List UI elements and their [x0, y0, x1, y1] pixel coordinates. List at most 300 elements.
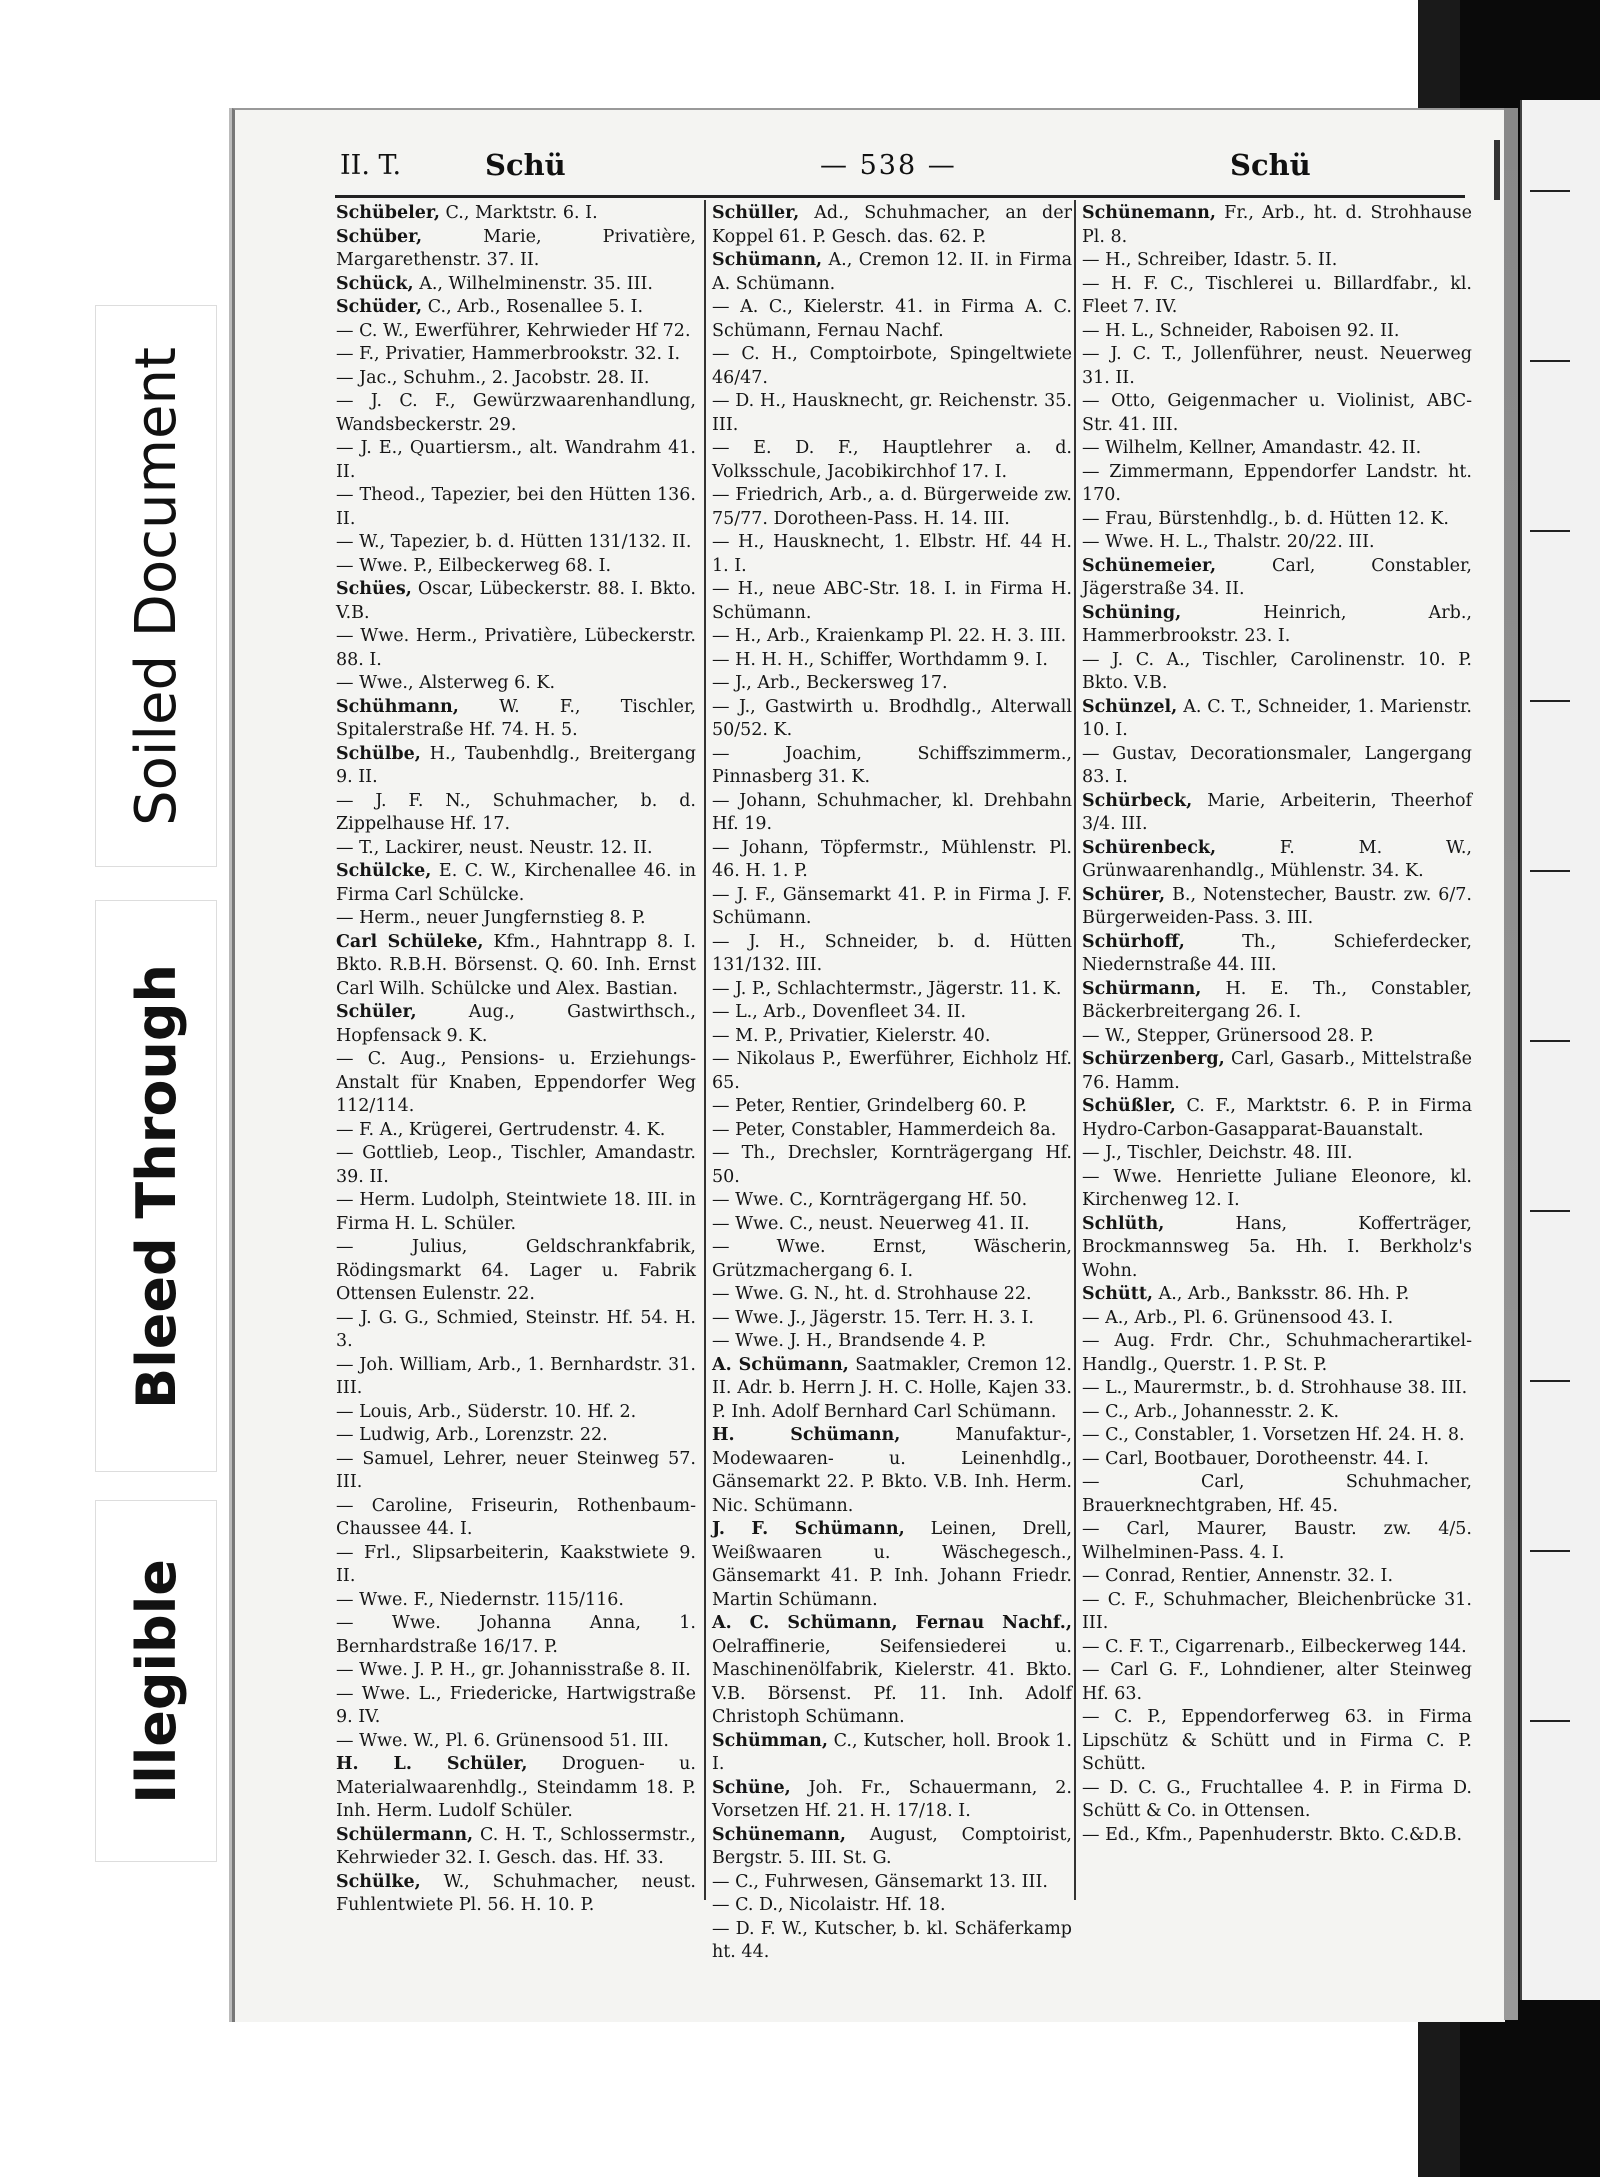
directory-entry	[712, 1095, 1072, 1119]
directory-entry	[1082, 508, 1472, 532]
directory-entry	[336, 837, 696, 861]
directory-entry	[1082, 1377, 1472, 1401]
entry-details: — J., Tischler, Deichstr. 48. III.	[1082, 1143, 1353, 1163]
entry-details: — J. E., Quartiersm., alt. Wandrahm 41. II.	[336, 438, 696, 482]
column-divider	[704, 200, 706, 1900]
directory-entry	[712, 1189, 1072, 1213]
directory-entry	[336, 1001, 696, 1048]
entry-details: August, Comptoirist, Bergstr. 5. III. St. G.	[712, 1824, 1072, 1868]
directory-column-1	[336, 202, 696, 1918]
directory-entry	[1082, 1636, 1472, 1660]
entry-details: — J. C. F., Gewürzwaarenhandlung, Wandsbeckerstr. 29.	[336, 391, 696, 435]
entry-details: — Herm., neuer Jungfernstieg 8. P.	[336, 908, 646, 928]
entry-details: — J. H., Schneider, b. d. Hütten 131/132. III.	[712, 931, 1072, 975]
entry-details: C. F., Marktstr. 6. P. in Firma Hydro-Carbon-Gasapparat-Bauanstalt.	[1082, 1096, 1472, 1140]
entry-details: — M. P., Privatier, Kielerstr. 40.	[712, 1025, 991, 1046]
directory-entry	[336, 320, 696, 344]
entry-details: — J., Gastwirth u. Brodhdlg., Alterwall 50/52. K.	[712, 696, 1072, 740]
directory-entry	[1082, 273, 1472, 320]
entry-surname: Schüder,	[336, 297, 423, 317]
directory-entry	[1082, 1565, 1472, 1589]
entry-details: — Johann, Töpfermstr., Mühlenstr. Pl. 46. H. 1. P.	[712, 837, 1072, 881]
entry-surname: Schürhoff,	[1082, 931, 1185, 952]
directory-entry	[1082, 202, 1472, 249]
entry-surname: H. L. Schüler,	[336, 1754, 528, 1774]
directory-entry	[712, 1048, 1072, 1095]
entry-surname: Schüßler,	[1082, 1096, 1176, 1116]
entry-details: — C. P., Eppendorferweg 63. in Firma Lipschütz & Schütt und in Firma C. P. Schütt.	[1082, 1707, 1472, 1774]
directory-entry	[336, 743, 696, 790]
entry-details: Aug., Gastwirthsch., Hopfensack 9. K.	[336, 1002, 696, 1046]
entry-details: — Joh. William, Arb., 1. Bernhardstr. 31. III.	[336, 1354, 696, 1398]
entry-details: B., Notenstecher, Baustr. zw. 6/7. Bürgerweiden-Pass. 3. III.	[1082, 884, 1472, 928]
entry-surname: Schüller,	[712, 203, 800, 223]
entry-details: — J. C. A., Tischler, Carolinenstr. 10. P. Bkto. V.B.	[1082, 649, 1472, 693]
directory-entry	[712, 790, 1072, 837]
entry-details: — Carl, Maurer, Baustr. zw. 4/5. Wilhelminen-Pass. 4. I.	[1082, 1519, 1472, 1563]
entry-surname: Schück,	[336, 273, 414, 294]
column-divider	[1074, 200, 1076, 1900]
directory-entry	[712, 837, 1072, 884]
entry-surname: Schües,	[336, 579, 412, 599]
directory-entry	[712, 202, 1072, 249]
entry-details: — W., Tapezier, b. d. Hütten 131/132. II.	[336, 532, 692, 552]
directory-entry	[336, 202, 696, 226]
entry-details: Fr., Arb., ht. d. Strohhause Pl. 8.	[1082, 203, 1472, 247]
directory-entry	[336, 1048, 696, 1119]
entry-details: Oscar, Lübeckerstr. 88. I. Bkto. V.B.	[336, 579, 696, 623]
directory-entry	[336, 860, 696, 907]
entry-details: — Joachim, Schiffszimmerm., Pinnasberg 31. K.	[712, 743, 1072, 787]
entry-details: — Wwe. Johanna Anna, 1. Bernhardstraße 16/17. P.	[336, 1613, 696, 1657]
entry-details: — Julius, Geldschrankfabrik, Rödingsmarkt 64. Lager u. Fabrik Ottensen Eulenstr. 22.	[336, 1237, 696, 1304]
directory-entry	[1082, 931, 1472, 978]
directory-entry	[712, 437, 1072, 484]
directory-entry	[712, 1330, 1072, 1354]
entry-details: — Wwe. P., Eilbeckerweg 68. I.	[336, 555, 612, 576]
entry-details: — Nikolaus P., Ewerführer, Eichholz Hf. 65.	[712, 1049, 1072, 1093]
directory-entry	[1082, 531, 1472, 555]
entry-details: — Wwe., Alsterweg 6. K.	[336, 673, 556, 693]
entry-surname: Schüning,	[1082, 602, 1182, 623]
directory-entry	[336, 1753, 696, 1824]
header-catchword-left: Schü	[485, 148, 566, 182]
directory-entry	[1082, 837, 1472, 884]
directory-column-2	[712, 202, 1072, 1965]
directory-entry	[712, 1283, 1072, 1307]
entry-details: — J., Arb., Beckersweg 17.	[712, 673, 948, 693]
directory-entry	[712, 1824, 1072, 1871]
directory-entry	[1082, 1424, 1472, 1448]
entry-surname: Schünemeier,	[1082, 555, 1217, 576]
entry-details: — Frl., Slipsarbeiterin, Kaakstwiete 9. II.	[336, 1542, 696, 1586]
directory-entry	[336, 437, 696, 484]
entry-details: — J. G. G., Schmied, Steinstr. Hf. 54. H. 3.	[336, 1307, 696, 1351]
entry-surname: J. F. Schümann,	[712, 1519, 905, 1539]
entry-surname: Schülke,	[336, 1871, 421, 1892]
directory-entry	[712, 978, 1072, 1002]
entry-details: Heinrich, Arb., Hammerbrookstr. 23. I.	[1082, 602, 1472, 646]
entry-details: Carl, Gasarb., Mittelstraße 76. Hamm.	[1082, 1049, 1472, 1093]
page-edge-shadow	[1504, 108, 1518, 2020]
entry-details: H. E. Th., Constabler, Bäckerbreitergang 26. I.	[1082, 978, 1472, 1022]
entry-surname: Schürbeck,	[1082, 790, 1193, 811]
directory-entry	[336, 555, 696, 579]
directory-entry	[336, 1612, 696, 1659]
directory-entry	[712, 1142, 1072, 1189]
entry-details: — Johann, Schuhmacher, kl. Drehbahn Hf. 19.	[712, 790, 1072, 834]
entry-surname: Schülermann,	[336, 1824, 474, 1845]
entry-details: — H., Schreiber, Idastr. 5. II.	[1082, 250, 1338, 270]
entry-details: — A. C., Kielerstr. 41. in Firma A. C. Schümann, Fernau Nachf.	[712, 297, 1072, 341]
entry-details: Th., Schieferdecker, Niedernstraße 44. III.	[1082, 931, 1472, 975]
header-section-marker: II. T.	[340, 150, 402, 181]
directory-entry	[336, 343, 696, 367]
entry-details: C., Marktstr. 6. I.	[445, 203, 598, 223]
illegible-label	[95, 1500, 217, 1862]
directory-entry	[712, 1025, 1072, 1049]
directory-entry	[1082, 1307, 1472, 1331]
entry-details: — Wwe. L., Friedericke, Hartwigstraße 9. IV.	[336, 1683, 696, 1727]
directory-entry	[712, 1894, 1072, 1918]
adjacent-page-strip	[1520, 100, 1600, 2000]
entry-details: W., Schuhmacher, neust. Fuhlentwiete Pl. 56. H. 10. P.	[336, 1871, 696, 1915]
directory-entry	[712, 249, 1072, 296]
entry-details: Marie, Privatière, Margarethenstr. 37. II.	[336, 226, 696, 270]
illegible-text: Illegible	[124, 1558, 188, 1804]
directory-entry	[1082, 1048, 1472, 1095]
entry-details: — C. Aug., Pensions- u. Erziehungs-Anstalt für Knaben, Eppendorfer Weg 112/114.	[336, 1049, 696, 1116]
directory-entry	[1082, 1777, 1472, 1824]
entry-details: — Peter, Rentier, Grindelberg 60. P.	[712, 1096, 1027, 1116]
directory-entry	[712, 1612, 1072, 1730]
entry-details: — F. A., Krügerei, Gertrudenstr. 4. K.	[336, 1119, 666, 1140]
directory-entry	[712, 484, 1072, 531]
directory-entry	[712, 1777, 1072, 1824]
header-rule	[335, 195, 1465, 198]
entry-details: — Wwe. J., Jägerstr. 15. Terr. H. 3. I.	[712, 1307, 1034, 1328]
entry-details: C. H. T., Schlossermstr., Kehrwieder 32. I. Gesch. das. Hf. 33.	[336, 1824, 696, 1868]
entry-details: — C., Constabler, 1. Vorsetzen Hf. 24. H. 8.	[1082, 1425, 1465, 1445]
entry-details: — Wwe. Herm., Privatière, Lübeckerstr. 88. I.	[336, 626, 696, 670]
directory-entry	[1082, 1025, 1472, 1049]
directory-entry	[336, 1589, 696, 1613]
directory-entry	[1082, 1142, 1472, 1166]
directory-entry	[712, 343, 1072, 390]
entry-surname: A. C. Schümann, Fernau Nachf.,	[712, 1613, 1072, 1633]
directory-entry	[712, 1307, 1072, 1331]
directory-entry	[712, 1918, 1072, 1965]
entry-details: — Caroline, Friseurin, Rothenbaum-Chaussee 44. I.	[336, 1495, 696, 1539]
entry-details: — Ed., Kfm., Papenhuderstr. Bkto. C.&D.B.	[1082, 1824, 1463, 1845]
directory-entry	[336, 1542, 696, 1589]
entry-details: — C. W., Ewerführer, Kehrwieder Hf 72.	[336, 320, 691, 341]
entry-details: — J. F., Gänsemarkt 41. P. in Firma J. F. Schümann.	[712, 884, 1072, 928]
entry-details: — Wwe. W., Pl. 6. Grünensood 51. III.	[336, 1730, 669, 1751]
entry-details: — Wwe. J. P. H., gr. Johannisstraße 8. II.	[336, 1660, 691, 1680]
directory-entry	[712, 1119, 1072, 1143]
directory-entry	[712, 625, 1072, 649]
directory-entry	[336, 1824, 696, 1871]
entry-surname: Schübeler,	[336, 203, 440, 223]
directory-entry	[1082, 249, 1472, 273]
soiled-document-text: Soiled Document	[123, 346, 189, 826]
entry-details: — Otto, Geigenmacher u. Violinist, ABC-Str. 41. III.	[1082, 391, 1472, 435]
entry-surname: Schümman,	[712, 1730, 828, 1751]
directory-entry	[336, 625, 696, 672]
entry-details: — J. P., Schlachtermstr., Jägerstr. 11. K.	[712, 978, 1062, 999]
entry-details: — Wwe. C., Kornträgergang Hf. 50.	[712, 1190, 1028, 1210]
directory-entry	[712, 1871, 1072, 1895]
entry-details: Ad., Schuhmacher, an der Koppel 61. P. Gesch. das. 62. P.	[712, 203, 1072, 247]
entry-details: Kfm., Hahntrapp 8. I. Bkto. R.B.H. Börsenst. Q. 60. Inh. Ernst Carl Wilh. Schülcke und Alex. Bastian.	[336, 931, 696, 999]
entry-details: C., Arb., Rosenallee 5. I.	[427, 297, 644, 317]
entry-details: — J. F. N., Schuhmacher, b. d. Zippelhause Hf. 17.	[336, 790, 696, 834]
header-catchword-right: Schü	[1230, 148, 1311, 182]
entry-surname: H. Schümann,	[712, 1425, 901, 1445]
entry-details: — Gustav, Decorationsmaler, Langergang 83. I.	[1082, 743, 1472, 787]
entry-details: Hans, Kofferträger, Brockmannsweg 5a. Hh. I. Berkholz's Wohn.	[1082, 1213, 1472, 1281]
directory-entry	[1082, 437, 1472, 461]
directory-entry	[336, 1730, 696, 1754]
directory-entry	[1082, 1095, 1472, 1142]
entry-surname: Schünemann,	[712, 1824, 846, 1845]
entry-details: — D. H., Hausknecht, gr. Reichenstr. 35. III.	[712, 391, 1072, 435]
entry-surname: Schünemann,	[1082, 203, 1216, 223]
entry-details: — Wwe. F., Niedernstr. 115/116.	[336, 1589, 624, 1610]
entry-surname: Schürer,	[1082, 884, 1166, 905]
directory-entry	[1082, 1166, 1472, 1213]
entry-details: — D. F. W., Kutscher, b. kl. Schäferkamp ht. 44.	[712, 1918, 1072, 1962]
entry-details: A., Wilhelminenstr. 35. III.	[419, 273, 653, 294]
entry-details: H., Taubenhdlg., Breitergang 9. II.	[336, 743, 696, 787]
directory-entry	[336, 790, 696, 837]
directory-entry	[1082, 884, 1472, 931]
entry-surname: Schlüth,	[1082, 1213, 1165, 1234]
entry-details: Leinen, Drell, Weißwaaren u. Wäschegesch., Gänsemarkt 41. P. Inh. Johann Friedr. Martin Schümann.	[712, 1519, 1072, 1610]
directory-entry	[712, 296, 1072, 343]
entry-surname: Schühmann,	[336, 696, 459, 717]
entry-details: — C. F., Schuhmacher, Bleichenbrücke 31. III.	[1082, 1589, 1472, 1633]
directory-entry	[712, 649, 1072, 673]
directory-entry	[1082, 1589, 1472, 1636]
entry-details: Manufaktur-, Modewaaren- u. Leinenhdlg., Gänsemarkt 22. P. Bkto. V.B. Inh. Herm. Nic. Schümann.	[712, 1425, 1072, 1516]
entry-surname: Schülbe,	[336, 743, 421, 764]
entry-details: — C. D., Nicolaistr. Hf. 18.	[712, 1895, 946, 1915]
entry-details: — C., Fuhrwesen, Gänsemarkt 13. III.	[712, 1871, 1048, 1892]
directory-entry	[336, 1659, 696, 1683]
entry-surname: Schürenbeck,	[1082, 837, 1217, 858]
directory-entry	[1082, 1213, 1472, 1284]
directory-entry	[1082, 343, 1472, 390]
directory-entry	[1082, 978, 1472, 1025]
entry-details: — H., Hausknecht, 1. Elbstr. Hf. 44 H. 1. I.	[712, 532, 1072, 576]
directory-entry	[712, 390, 1072, 437]
directory-entry	[336, 273, 696, 297]
directory-entry	[712, 531, 1072, 578]
entry-details: Oelraffinerie, Seifensiederei u. Maschinenölfabrik, Kielerstr. 41. Bkto. V.B. Börsenst. Pf. 11. Inh. Adolf Christoph Schümann.	[712, 1636, 1072, 1727]
directory-entry	[712, 931, 1072, 978]
entry-details: — Gottlieb, Leop., Tischler, Amandastr. 39. II.	[336, 1143, 696, 1187]
entry-details: — Carl, Schuhmacher, Brauerknechtgraben, Hf. 45.	[1082, 1472, 1472, 1516]
directory-entry	[712, 884, 1072, 931]
entry-surname: Carl Schüleke,	[336, 931, 484, 952]
entry-details: — E. D. F., Hauptlehrer a. d. Volksschule, Jacobikirchhof 17. I.	[712, 438, 1072, 482]
directory-entry	[712, 696, 1072, 743]
entry-details: E. C. W., Kirchenallee 46. in Firma Carl Schülcke.	[336, 861, 696, 905]
entry-details: Joh. Fr., Schauermann, 2. Vorsetzen Hf. 21. H. 17/18. I.	[712, 1777, 1072, 1821]
entry-details: — H., neue ABC-Str. 18. I. in Firma H. Schümann.	[712, 579, 1072, 623]
directory-entry	[712, 1518, 1072, 1612]
directory-entry	[336, 226, 696, 273]
entry-details: — J. C. T., Jollenführer, neust. Neuerweg 31. II.	[1082, 344, 1472, 388]
directory-entry	[336, 1119, 696, 1143]
directory-entry	[336, 696, 696, 743]
entry-surname: Schüne,	[712, 1777, 791, 1798]
entry-surname: Schütt,	[1082, 1284, 1153, 1304]
entry-details: — Wwe. C., neust. Neuerweg 41. II.	[712, 1213, 1030, 1234]
entry-details: — C., Arb., Johannesstr. 2. K.	[1082, 1401, 1340, 1422]
entry-details: — Samuel, Lehrer, neuer Steinweg 57. III.	[336, 1448, 696, 1492]
entry-surname: Schünzel,	[1082, 696, 1178, 717]
entry-details: Saatmakler, Cremon 12. II. Adr. b. Herrn J. H. C. Holle, Kajen 33. P. Inh. Adolf Bernhard Carl Schümann.	[712, 1354, 1072, 1422]
directory-entry	[336, 484, 696, 531]
entry-details: — Frau, Bürstenhdlg., b. d. Hütten 12. K.	[1082, 508, 1449, 529]
entry-details: — Carl G. F., Lohndiener, alter Steinweg Hf. 63.	[1082, 1660, 1472, 1704]
directory-entry	[712, 1001, 1072, 1025]
entry-details: — H., Arb., Kraienkamp Pl. 22. H. 3. III.	[712, 626, 1067, 646]
entry-details: — Wwe. G. N., ht. d. Strohhause 22.	[712, 1284, 1032, 1304]
directory-entry	[1082, 1283, 1472, 1307]
directory-entry	[336, 1448, 696, 1495]
entry-details: — Carl, Bootbauer, Dorotheenstr. 44. I.	[1082, 1448, 1429, 1469]
entry-surname: Schüber,	[336, 226, 423, 247]
entry-details: C., Kutscher, holl. Brook 1. I.	[712, 1730, 1072, 1774]
directory-entry	[1082, 1824, 1472, 1848]
entry-surname: Schümann,	[712, 250, 823, 270]
entry-surname: Schüler,	[336, 1002, 417, 1022]
entry-details: Droguen- u. Materialwaarenhdlg., Steindamm 18. P. Inh. Herm. Ludolf Schüler.	[336, 1754, 696, 1821]
entry-details: A., Arb., Banksstr. 86. Hh. P.	[1158, 1284, 1410, 1304]
entry-details: — Aug. Frdr. Chr., Schuhmacherartikel-Handlg., Querstr. 1. P. St. P.	[1082, 1331, 1472, 1375]
entry-details: — H. L., Schneider, Raboisen 92. II.	[1082, 320, 1400, 341]
entry-details: — W., Stepper, Grünersood 28. P.	[1082, 1025, 1374, 1046]
directory-entry	[712, 672, 1072, 696]
directory-entry	[336, 1189, 696, 1236]
entry-details: — H. F. C., Tischlerei u. Billardfabr., kl. Fleet 7. IV.	[1082, 273, 1472, 317]
directory-entry	[1082, 390, 1472, 437]
soiled-document-label	[95, 305, 217, 867]
entry-details: — Th., Drechsler, Kornträgergang Hf. 50.	[712, 1143, 1072, 1187]
entry-details: — Wwe. H. L., Thalstr. 20/22. III.	[1082, 532, 1375, 552]
directory-entry	[1082, 1659, 1472, 1706]
entry-details: F. M. W., Grünwaarenhandlg., Mühlenstr. 34. K.	[1082, 837, 1472, 881]
directory-entry	[1082, 743, 1472, 790]
directory-entry	[1082, 790, 1472, 837]
directory-entry	[712, 743, 1072, 790]
entry-details: — Wwe. Henriette Juliane Eleonore, kl. Kirchenweg 12. I.	[1082, 1166, 1472, 1210]
directory-entry	[336, 1354, 696, 1401]
bleed-through-label	[95, 900, 217, 1472]
directory-entry	[336, 1307, 696, 1354]
directory-entry	[712, 1354, 1072, 1425]
directory-entry	[1082, 555, 1472, 602]
entry-details: — Wwe. Ernst, Wäscherin, Grützmachergang 6. I.	[712, 1237, 1072, 1281]
entry-details: — C. F. T., Cigarrenarb., Eilbeckerweg 144.	[1082, 1636, 1467, 1657]
entry-details: Carl, Constabler, Jägerstraße 34. II.	[1082, 555, 1472, 599]
bleed-through-text: Bleed Through	[124, 963, 188, 1409]
directory-entry	[336, 1142, 696, 1189]
directory-entry	[1082, 1518, 1472, 1565]
entry-details: — Ludwig, Arb., Lorenzstr. 22.	[336, 1425, 608, 1445]
directory-entry	[1082, 1401, 1472, 1425]
entry-surname: Schürmann,	[1082, 978, 1202, 999]
entry-details: — Zimmermann, Eppendorfer Landstr. ht. 170.	[1082, 461, 1472, 505]
directory-entry	[712, 1236, 1072, 1283]
directory-entry	[1082, 320, 1472, 344]
directory-entry	[336, 672, 696, 696]
entry-details: W. F., Tischler, Spitalerstraße Hf. 74. H. 5.	[336, 696, 696, 740]
directory-entry	[336, 1401, 696, 1425]
entry-details: — L., Arb., Dovenfleet 34. II.	[712, 1002, 967, 1022]
entry-surname: Schülcke,	[336, 861, 432, 881]
entry-details: — Louis, Arb., Süderstr. 10. Hf. 2.	[336, 1401, 637, 1422]
entry-details: — A., Arb., Pl. 6. Grünensood 43. I.	[1082, 1307, 1394, 1328]
entry-details: Marie, Arbeiterin, Theerhof 3/4. III.	[1082, 790, 1472, 834]
entry-details: A. C. T., Schneider, 1. Marienstr. 10. I.	[1082, 696, 1472, 740]
directory-entry	[1082, 1448, 1472, 1472]
directory-entry	[336, 1236, 696, 1307]
directory-entry	[712, 1424, 1072, 1518]
entry-details: — Herm. Ludolph, Steintwiete 18. III. in Firma H. L. Schüler.	[336, 1190, 696, 1234]
directory-entry	[1082, 602, 1472, 649]
page-header	[340, 150, 1360, 194]
directory-entry	[1082, 649, 1472, 696]
directory-entry	[712, 1730, 1072, 1777]
directory-entry	[1082, 696, 1472, 743]
directory-entry	[336, 931, 696, 1002]
directory-entry	[1082, 461, 1472, 508]
entry-details: — Peter, Constabler, Hammerdeich 8a.	[712, 1119, 1057, 1140]
entry-details: — Wwe. J. H., Brandsende 4. P.	[712, 1331, 987, 1351]
directory-entry	[336, 1424, 696, 1448]
entry-details: — L., Maurermstr., b. d. Strohhause 38. III.	[1082, 1378, 1468, 1398]
directory-entry	[1082, 1706, 1472, 1777]
entry-details: — F., Privatier, Hammerbrookstr. 32. I.	[336, 344, 681, 364]
directory-entry	[336, 531, 696, 555]
directory-entry	[336, 367, 696, 391]
entry-details: — H. H. H., Schiffer, Worthdamm 9. I.	[712, 649, 1048, 670]
directory-entry	[336, 1495, 696, 1542]
directory-entry	[712, 1213, 1072, 1237]
entry-surname: A. Schümann,	[712, 1354, 849, 1375]
directory-entry	[336, 296, 696, 320]
entry-details: A., Cremon 12. II. in Firma A. Schümann.	[712, 250, 1072, 294]
directory-entry	[1082, 1330, 1472, 1377]
entry-surname: Schürzenberg,	[1082, 1049, 1225, 1069]
directory-entry	[336, 1871, 696, 1918]
directory-entry	[1082, 1471, 1472, 1518]
entry-details: — T., Lackirer, neust. Neustr. 12. II.	[336, 837, 653, 858]
entry-details: — D. C. G., Fruchtallee 4. P. in Firma D. Schütt & Co. in Ottensen.	[1082, 1777, 1472, 1821]
page-number: — 538 —	[820, 150, 957, 181]
directory-entry	[712, 578, 1072, 625]
directory-entry	[336, 907, 696, 931]
entry-details: — Theod., Tapezier, bei den Hütten 136. II.	[336, 485, 696, 529]
entry-details: — Wilhelm, Kellner, Amandastr. 42. II.	[1082, 438, 1422, 458]
directory-column-3	[1082, 202, 1472, 1847]
entry-details: — C. H., Comptoirbote, Spingeltwiete 46/47.	[712, 344, 1072, 388]
